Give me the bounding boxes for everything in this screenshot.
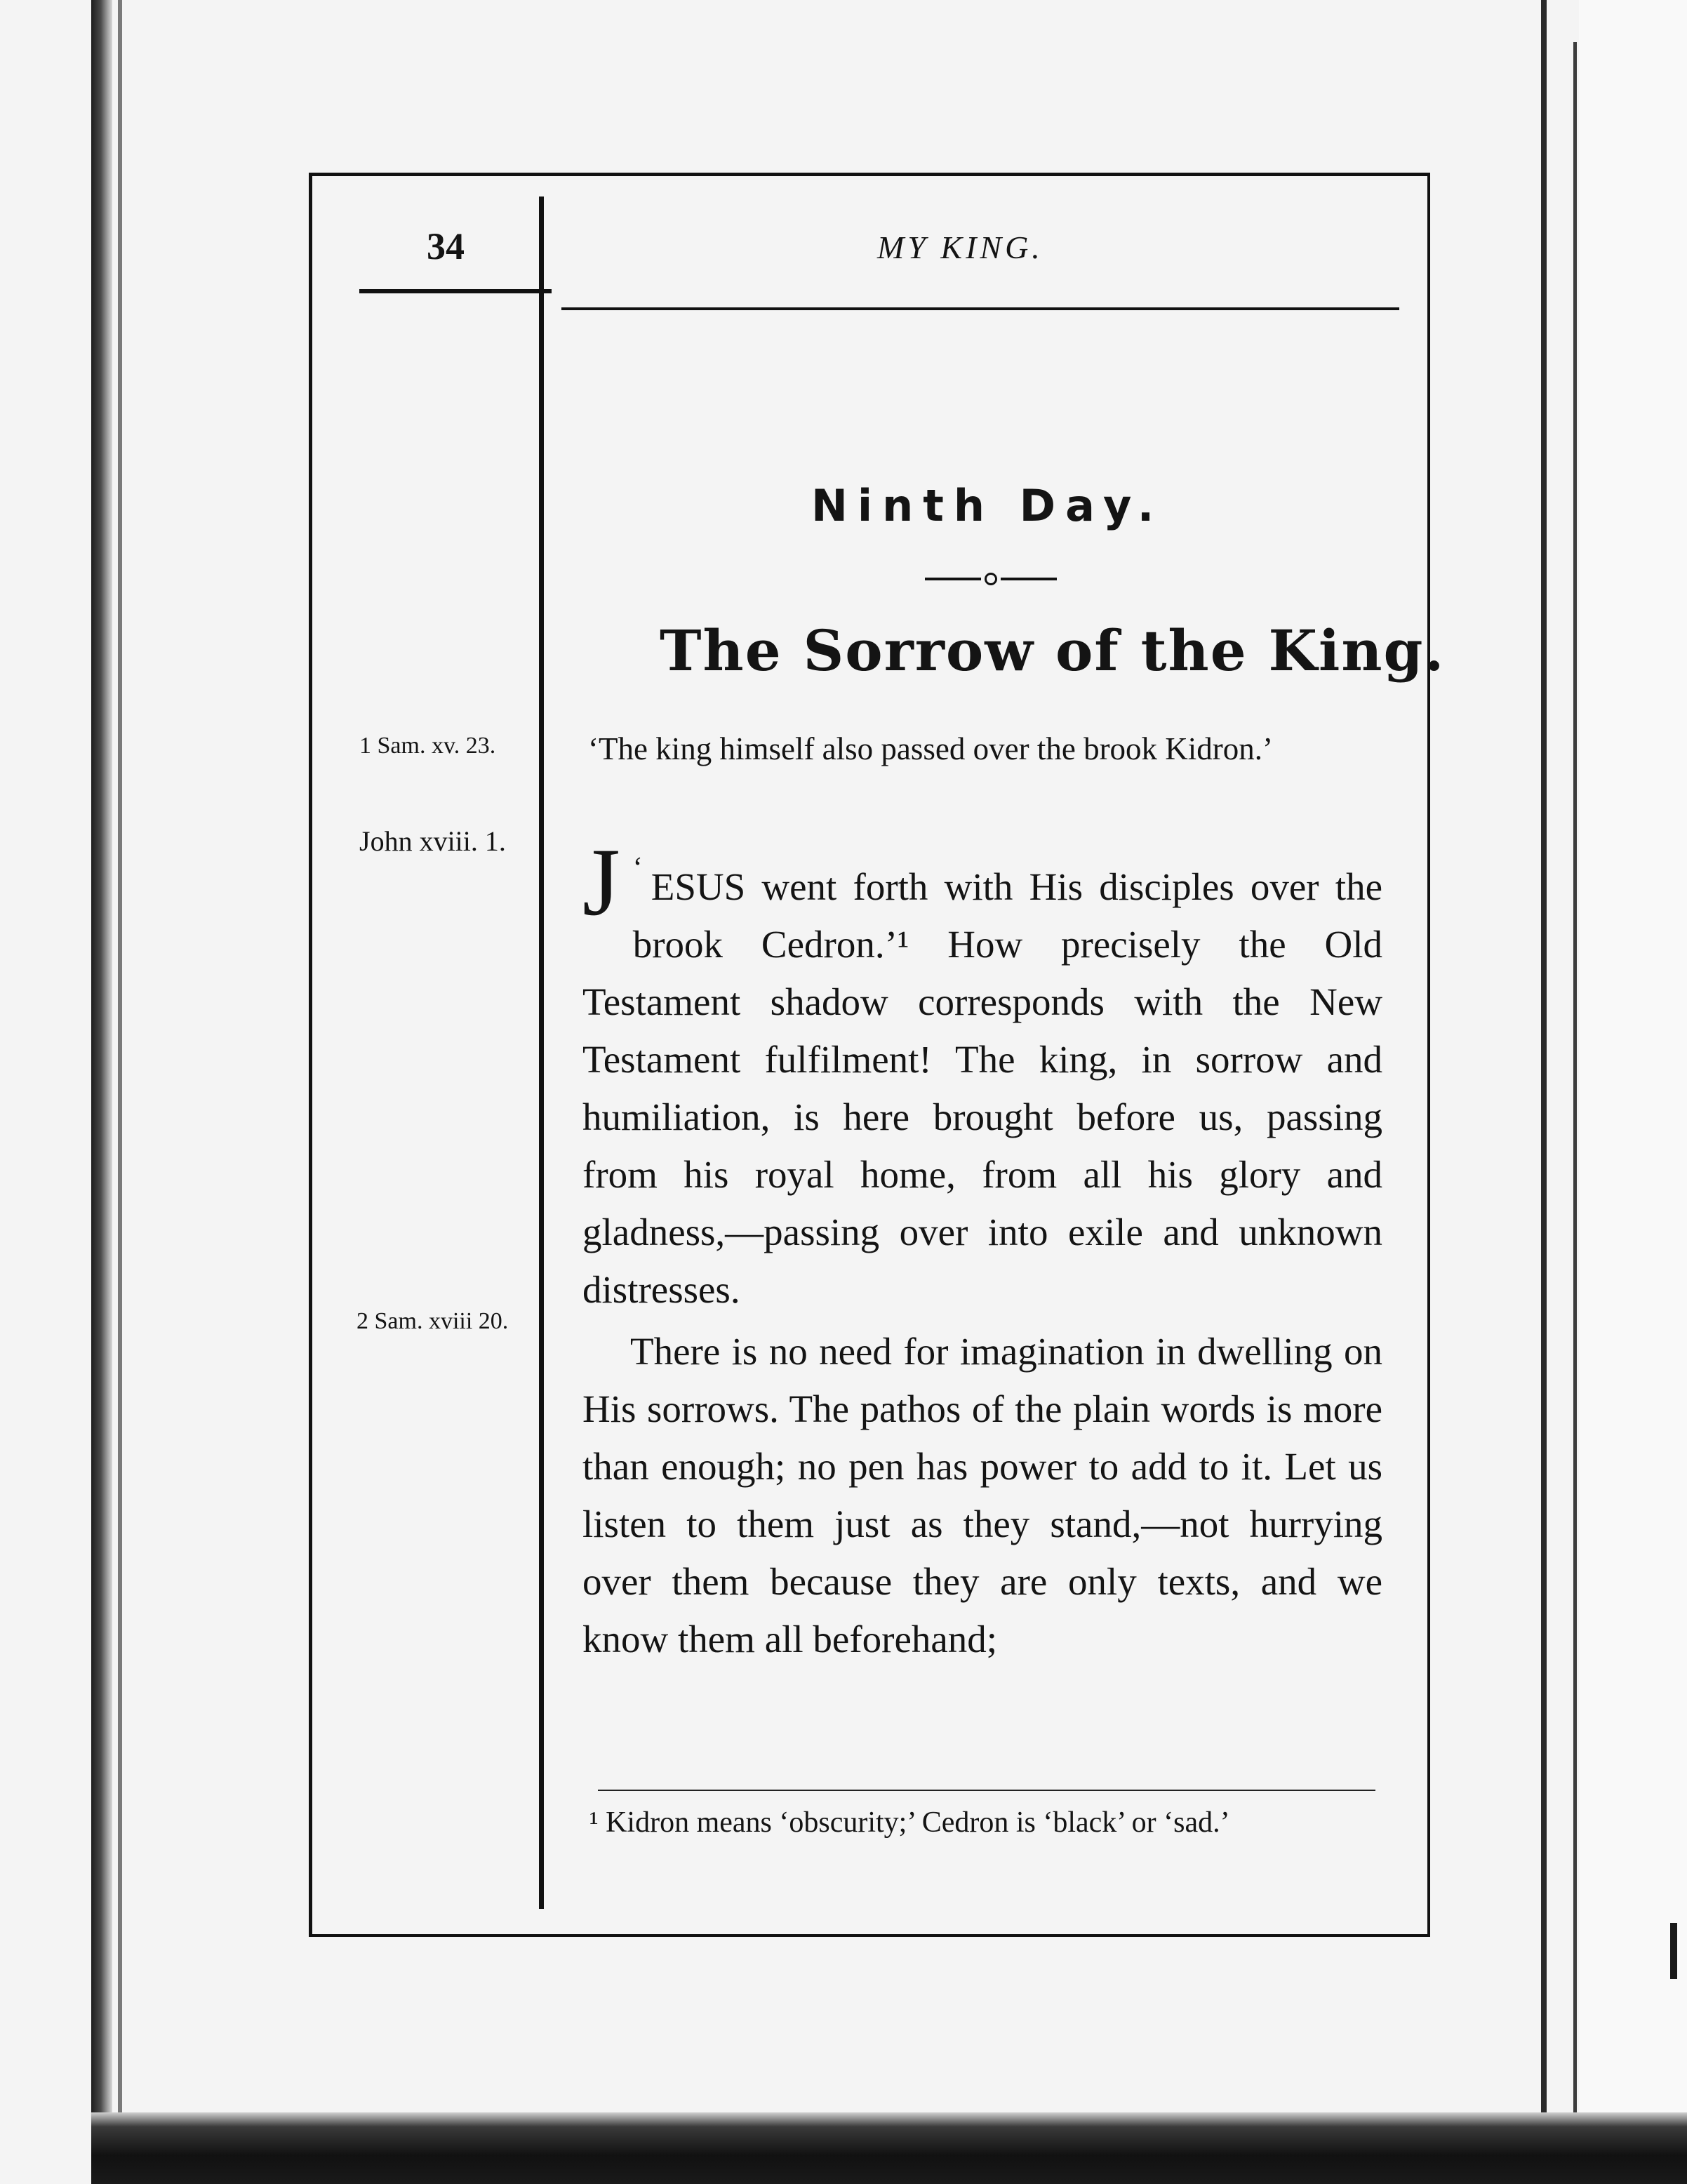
adjacent-page xyxy=(1579,0,1687,2112)
adjacent-page-mark xyxy=(1670,1923,1677,1979)
column-divider xyxy=(539,197,544,1909)
footnote: ¹ Kidron means ‘obscurity;’ Cedron is ‘black’ or ‘sad.’ xyxy=(589,1806,1230,1839)
paragraph xyxy=(582,828,1382,1319)
header-rule-main xyxy=(561,307,1399,310)
margin-reference: 1 Sam. xv. 23. xyxy=(359,733,496,759)
chapter-title: The Sorrow of the King. xyxy=(660,618,1446,684)
page-edge-line xyxy=(1573,42,1577,2112)
paragraph-text: ESUS went forth with His disciples over the brook Cedron.’¹ How precisely the Old Testament shadow corresponds with the New Testament fulfilment! The king, in sorrow and humiliation, is here brought before us, passing from his royal home, from all his glory and gladness,—passing over into exile and unknown distresses. xyxy=(582,865,1382,1311)
footnote-rule xyxy=(598,1790,1375,1791)
epigraph: ‘The king himself also passed over the brook Kidron.’ xyxy=(588,731,1274,766)
ornament-divider xyxy=(925,570,1057,587)
opening-quote: ‘ xyxy=(632,852,643,884)
day-title: Ninth Day. xyxy=(811,480,1164,531)
binding-edge xyxy=(91,0,112,2112)
body-text xyxy=(582,828,1382,1668)
paragraph: There is no need for imagination in dwelling on His sorrows. The pathos of the plain words is more than enough; no pen has power to add to it. Let us listen to them just as they stand,—not hurrying over them because they are only texts, and we know them all beforehand; xyxy=(582,1330,1382,1660)
margin-reference: John xviii. 1. xyxy=(359,825,506,857)
page-edge xyxy=(1541,0,1547,2112)
running-title: MY KING. xyxy=(877,229,1043,265)
binding-edge-line xyxy=(118,0,122,2112)
scan-bottom-edge xyxy=(91,2112,1687,2184)
drop-cap: J xyxy=(582,828,620,935)
header-rule-margin xyxy=(359,289,552,293)
margin-reference: 2 Sam. xviii 20. xyxy=(356,1308,509,1334)
page-number: 34 xyxy=(427,225,465,267)
